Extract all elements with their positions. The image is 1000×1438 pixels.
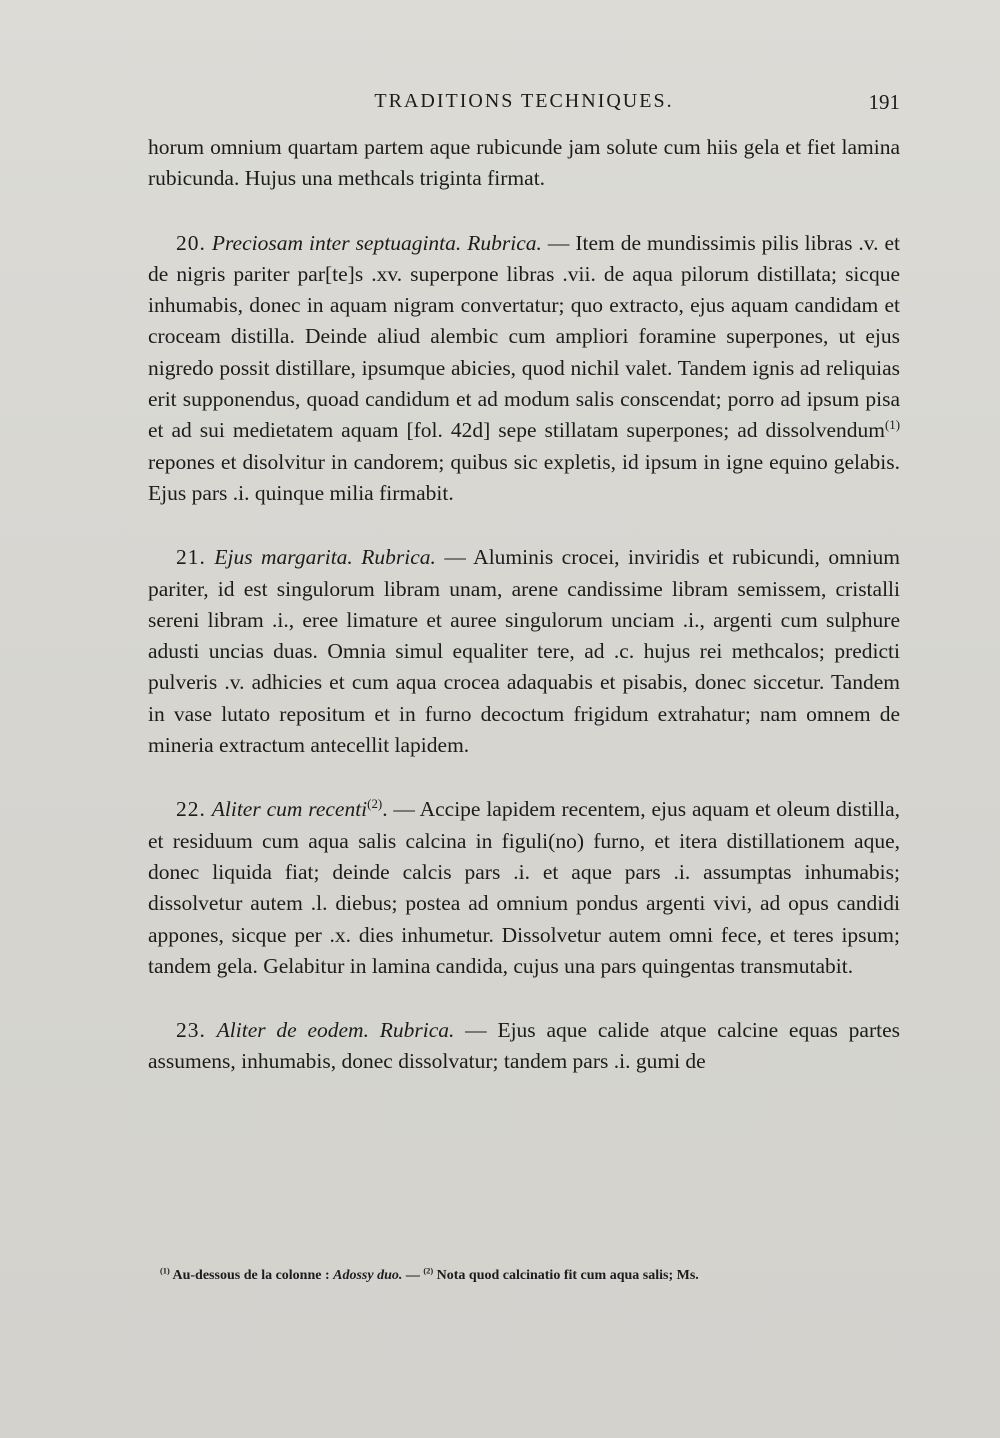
section-heading: Aliter cum recenti — [211, 797, 368, 822]
footnote-ref: (2) — [367, 797, 383, 812]
paragraph-text: horum omnium quartam partem aque rubicunde jam solute cum hiis gela et fiet lamina rubicunda. Hujus una methcals triginta firmat. — [148, 135, 900, 191]
section-heading: Aliter de eodem. Rubrica. — [216, 1018, 455, 1043]
footnote-ref: (1) — [884, 418, 900, 433]
section-number: 21. — [176, 545, 206, 570]
paragraph-23 — [148, 1015, 900, 1078]
paragraph-continuation — [148, 132, 900, 195]
section-heading: Preciosam inter septuaginta. Rubrica. — [211, 230, 542, 255]
paragraph-text: — Ejus aque calide atque calcine equas partes assumens, inhumabis, donec dissolvatur; tandem pars .i. gumi de — [148, 1018, 900, 1074]
footnote-2-text: Nota quod calcinatio fit cum aqua salis; Ms. — [436, 1268, 699, 1283]
footnote-separator: — — [402, 1268, 424, 1283]
paragraph-20 — [148, 228, 900, 510]
paragraph-text: . — Accipe lapidem recentem, ejus aquam et oleum distilla, et residuum cum aqua salis calcina in figuli(no) furno, et itera distillationem aque, donec liquida fiat; deinde calcis pars .i. et aque pars .i. assumptas inhumabis; dissolvetur autem .l. diebus; postea ad omnium pondus argenti vivi, ad opus candidi appones, sicque per .x. dies inhumetur. Dissolvetur autem omni fece, et teres ipsum; tandem gela. Gelabitur in lamina candida, cujus una pars quingentas transmutabit. — [148, 797, 901, 978]
section-number: 20. — [176, 230, 206, 255]
main-text — [148, 132, 900, 1078]
section-number: 22. — [176, 797, 206, 822]
paragraph-text: — Aluminis crocei, inviridis et rubicundi, omnium pariter, id est singulorum libram unam, arene candissime libram semissem, cristalli sereni libram .i., eree limature et auree singulorum unciam .i., argenti cum sulphure adusti uncias duas. Omnia simul equaliter tere, ad .c. hujus rei methcalos; predicti pulveris .v. adhicies et cum aqua crocea adaquabis et pisabis, donec siccetur. Tandem in vase lutato repositum et in furno decoctum frigidum extrahatur; nam omnem de mineria extractum antecellit lapidem. — [148, 545, 901, 758]
footnote-mark-2: (2) — [423, 1266, 434, 1276]
section-number: 23. — [176, 1018, 206, 1043]
running-header — [148, 90, 900, 122]
paragraph-text: — Item de mundissimis pilis libras .v. et de nigris pariter par[te]s .xv. superpone libras .vii. de aqua pilorum distillata; sicque inhumabis, donec in aquam nigram convertatur; quo extracto, ejus aquam candidam et croceam distilla. Deinde aliud alembic cum ampliori foramine superpones, ut ejus nigredo possit distillare, ipsumque abicies, quod nichil valet. Tandem ignis ad reliquias erit supponendus, quoad candidum et ad modum salis conscendat; porro ad ipsum pisa et ad sui medietatem aquam [fol. 42d] sepe stillatam superpones; ad dissolvendum — [148, 230, 901, 443]
paragraph-21 — [148, 542, 900, 761]
running-title: TRADITIONS TECHNIQUES. — [374, 90, 674, 112]
page-number: 191 — [868, 90, 900, 114]
footnotes — [160, 1266, 900, 1286]
paragraph-text-after: repones et disolvitur in candorem; quibus sic expletis, id ipsum in igne equino gelabis. Ejus pars .i. quinque milia firmabit. — [148, 449, 900, 505]
footnote-1-text: Au-dessous de la colonne : — [172, 1268, 334, 1283]
footnote-1-italic: Adossy duo. — [333, 1268, 403, 1283]
footnote-mark-1: (1) — [160, 1266, 170, 1276]
section-heading: Ejus margarita. Rubrica. — [214, 545, 436, 570]
paragraph-22 — [148, 794, 900, 982]
